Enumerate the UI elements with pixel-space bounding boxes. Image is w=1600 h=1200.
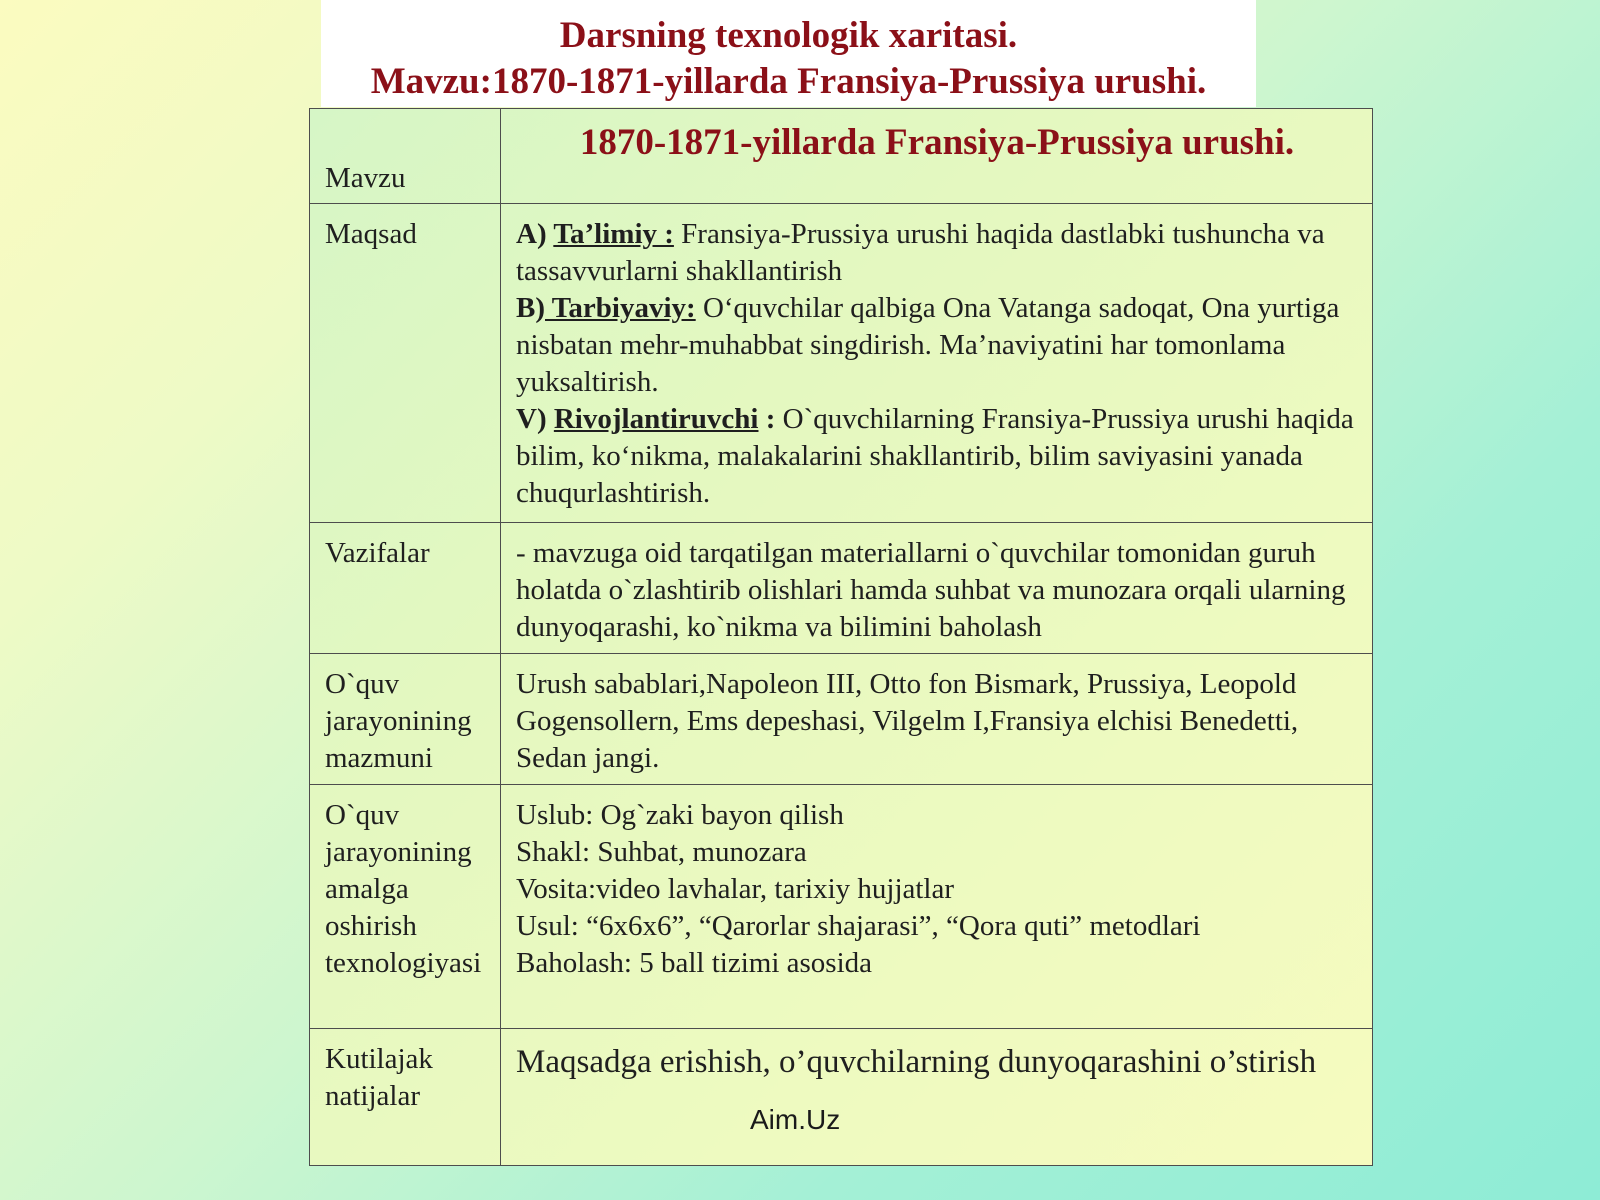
goal-developmental xyxy=(516,403,1354,509)
row-label-mazmun: O`quv jarayonining mazmuni xyxy=(310,654,501,785)
goal-b-text: Oʻquvchilar qalbiga Ona Vatanga sadoqat, Ona yurtiga nisbatan mehr-muhabbat singdirish. Maʼnaviyatini har tomonlama yuksaltirish. xyxy=(516,292,1340,398)
page-title: Darsning texnologik xaritasi. xyxy=(559,15,1018,56)
goal-a-title: Taʼlimiy : xyxy=(553,218,674,250)
results-cell: Maqsadga erishish, o’quvchilarning dunyoqarashini o’stirish xyxy=(501,1029,1373,1166)
table-row-maqsad xyxy=(310,204,1373,523)
row-label-maqsad: Maqsad xyxy=(310,204,501,523)
title-box xyxy=(321,0,1256,107)
goals-cell xyxy=(501,204,1373,523)
technology-line-techniques: Usul: “6x6x6”, “Qarorlar shajarasi”, “Qora quti” metodlari xyxy=(516,910,1201,942)
goal-a-text: Fransiya-Prussiya urushi haqida dastlabki tushuncha va tassavvurlarni shakllantirish xyxy=(516,218,1325,287)
topic-heading: 1870-1871-yillarda Fransiya-Prussiya urushi. xyxy=(501,109,1373,204)
lesson-plan-table xyxy=(309,108,1373,1166)
goal-v-text: O`quvchilarning Fransiya-Prussiya urushi haqida bilim, koʻnikma, malakalarini shakllantirib, bilim saviyasini yanada chuqurlashtirish. xyxy=(516,403,1354,509)
goal-b-prefix: B) xyxy=(516,292,545,324)
technology-line-means: Vosita:video lavhalar, tarixiy hujjatlar xyxy=(516,873,955,905)
goal-v-prefix: V) xyxy=(516,403,554,435)
technology-cell xyxy=(501,785,1373,1029)
table-row-mazmun xyxy=(310,654,1373,785)
goal-upbringing xyxy=(516,292,1339,398)
technology-line-assessment: Baholash: 5 ball tizimi asosida xyxy=(516,947,873,979)
content-cell: Urush sabablari,Napoleon III, Otto fon Bismark, Prussiya, Leopold Gogensollern, Ems depeshasi, Vilgelm I,Fransiya elchisi Benedetti, Sedan jangi. xyxy=(501,654,1373,785)
goal-educational xyxy=(516,218,1325,287)
technology-line-method: Uslub: Og`zaki bayon qilish xyxy=(516,799,844,831)
table-row-natija xyxy=(310,1029,1373,1166)
row-label-vazifalar: Vazifalar xyxy=(310,523,501,654)
goal-a-prefix: A) xyxy=(516,218,554,250)
goal-v-colon: : xyxy=(758,403,776,435)
table-row-mavzu xyxy=(310,109,1373,204)
row-label-natija: Kutilajak natijalar xyxy=(310,1029,501,1166)
watermark: Aim.Uz xyxy=(750,1104,841,1135)
tasks-cell: - mavzuga oid tarqatilgan materiallarni o`quvchilar tomonidan guruh holatda o`zlashtirib olishlari hamda suhbat va munozara orqali ularning dunyoqarashi, ko`nikma va bilimini baholash xyxy=(501,523,1373,654)
row-label-texnologiya: O`quv jarayonining amalga oshirish texnologiyasi xyxy=(310,785,501,1029)
technology-line-form: Shakl: Suhbat, munozara xyxy=(516,836,807,868)
goal-v-title: Rivojlantiruvchi xyxy=(553,403,759,435)
table-row-texnologiya xyxy=(310,785,1373,1029)
row-label-mavzu: Mavzu xyxy=(310,109,501,204)
table-row-vazifalar xyxy=(310,523,1373,654)
goal-b-title: Tarbiyaviy: xyxy=(545,292,696,324)
page-subtitle: Mavzu:1870-1871-yillarda Fransiya-Prussiya urushi. xyxy=(370,61,1207,102)
